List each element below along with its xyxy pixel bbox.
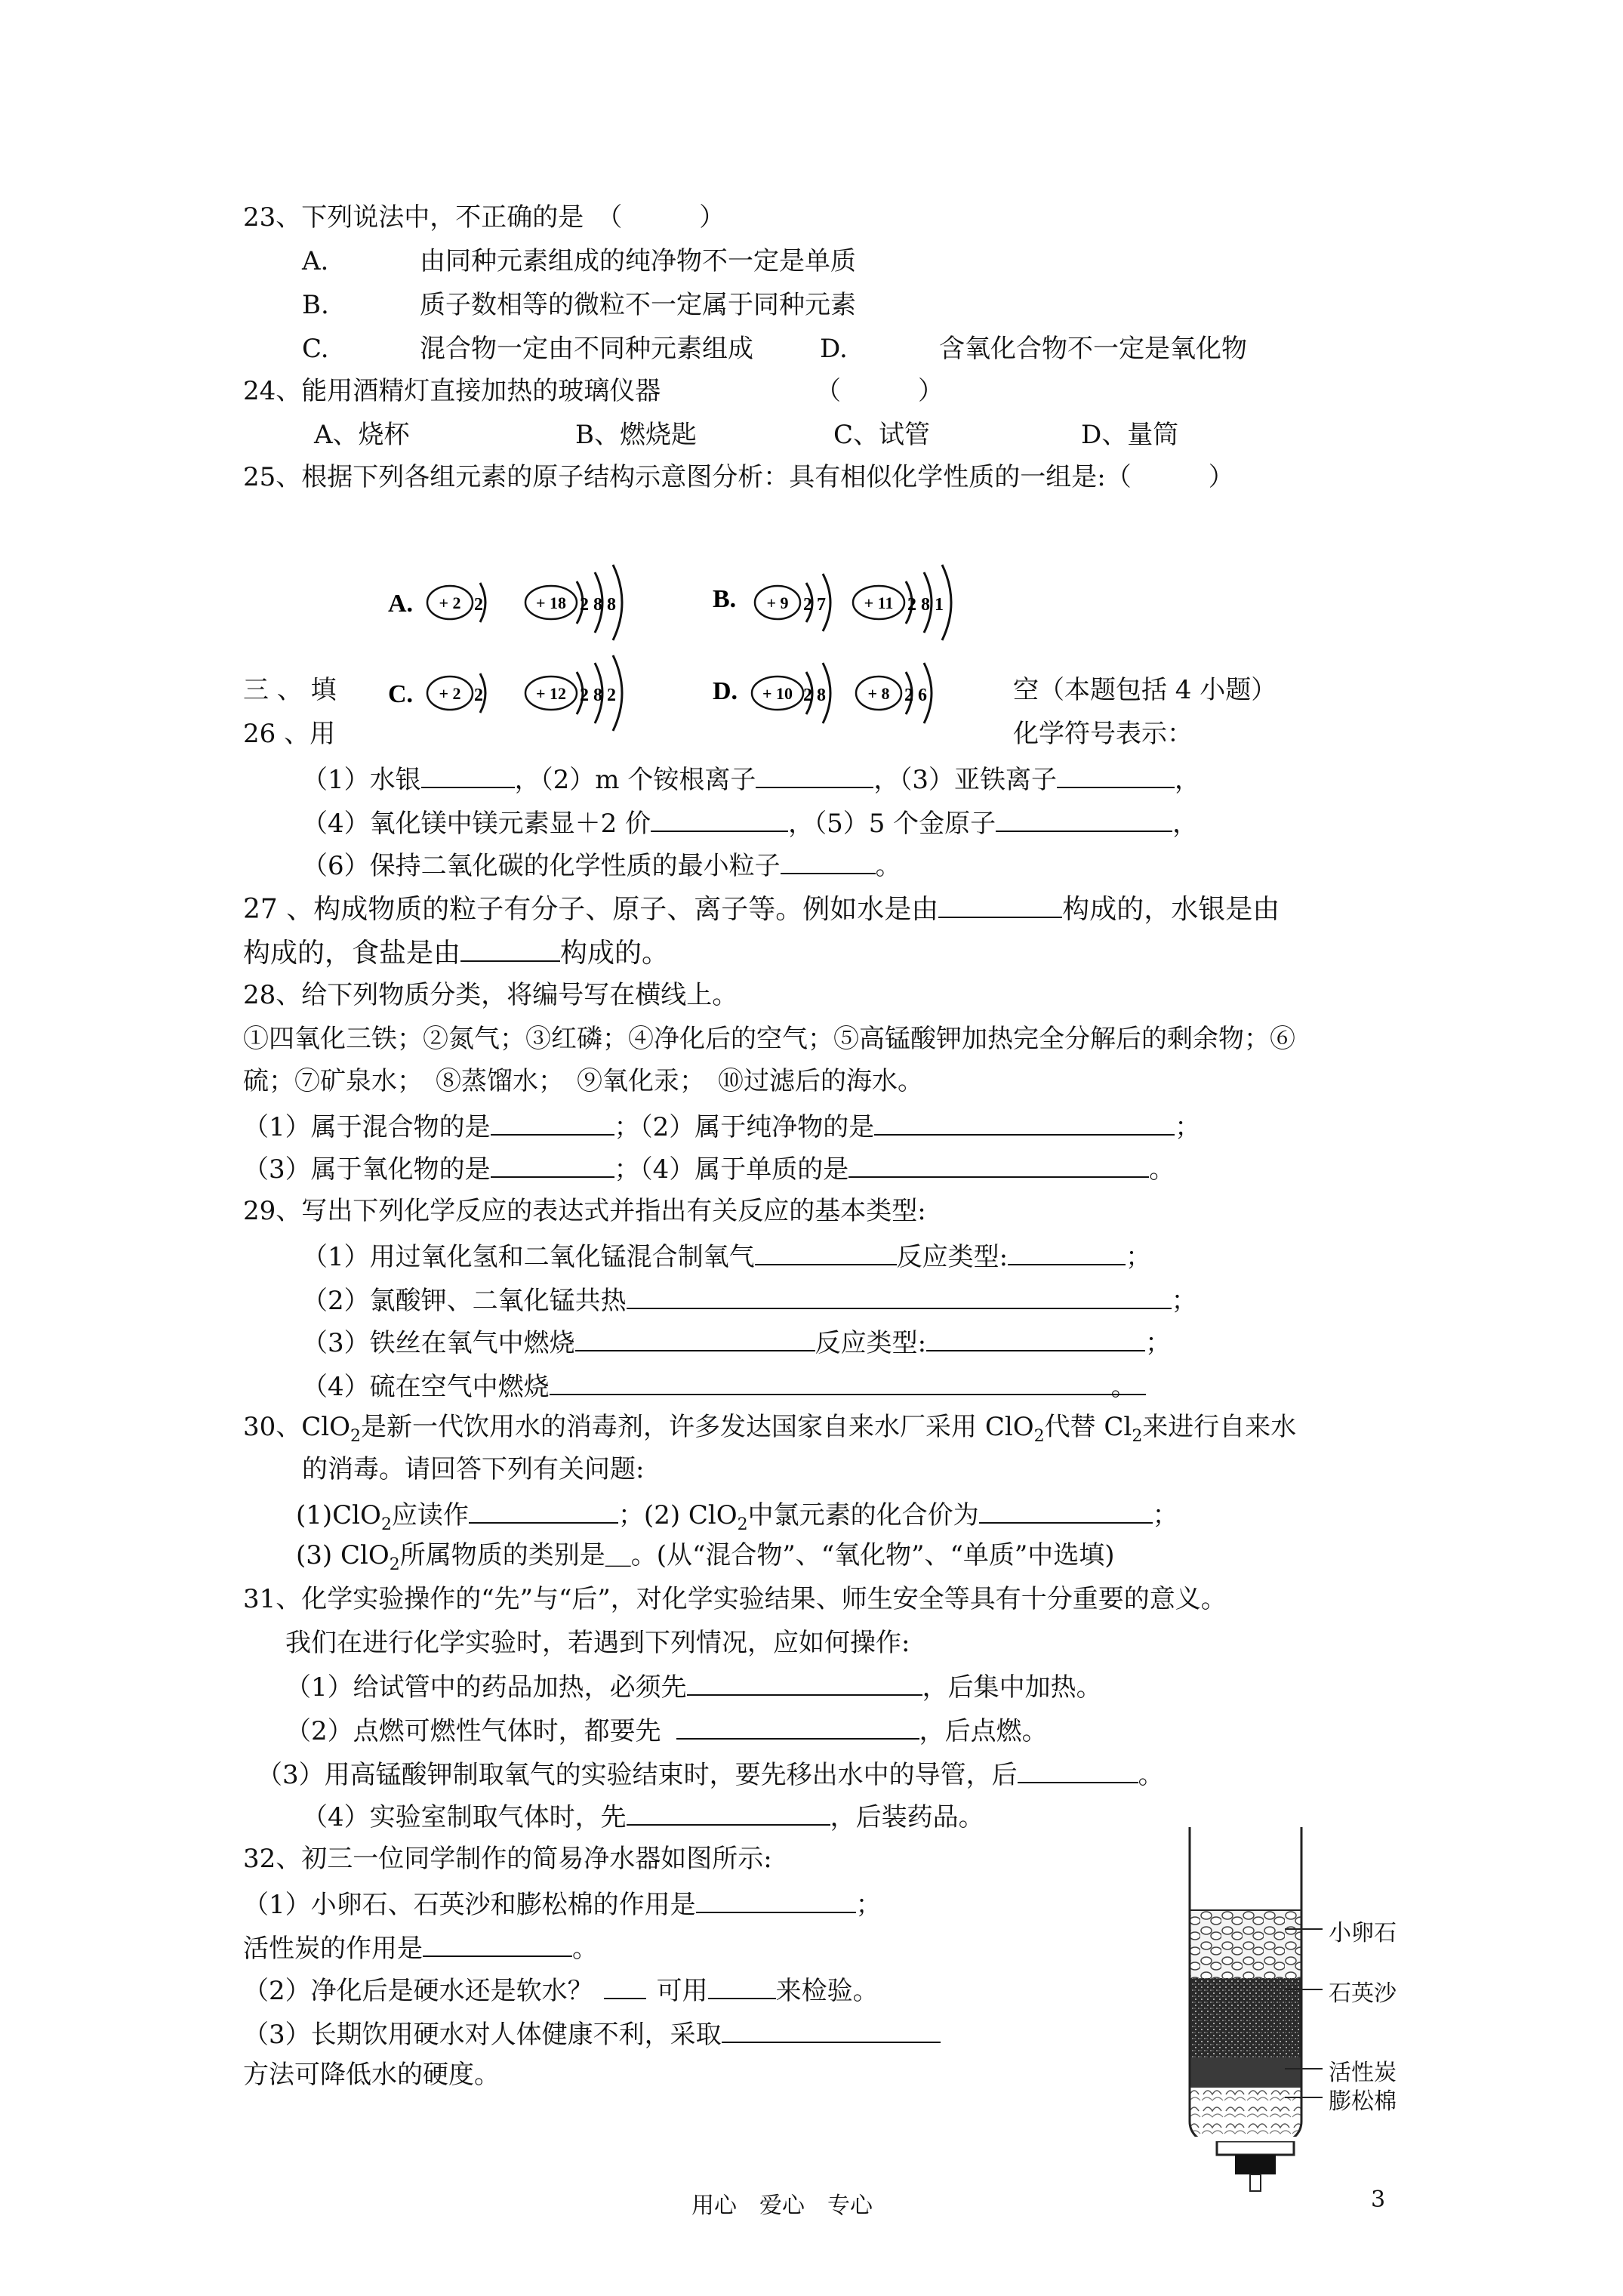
q32-line4: （3）长期饮用硬水对人体健康不利，采取 xyxy=(243,2014,941,2053)
q31-line6: （4）实验室制取气体时，先 ，后装药品。 xyxy=(302,1797,984,1835)
answer-blank[interactable] xyxy=(722,2014,941,2043)
water-purifier-figure xyxy=(1179,1820,1323,2137)
section3-heading-left: 三 、 填 xyxy=(243,675,337,705)
answer-blank[interactable] xyxy=(687,1667,922,1696)
group-b-atom1-shells: 2 7 xyxy=(803,595,826,615)
q24-option-a: A、烧杯 xyxy=(314,420,410,450)
group-d-atom2-shells: 2 6 xyxy=(904,686,927,705)
answer-blank[interactable] xyxy=(848,1149,1149,1178)
q31-line3: （1）给试管中的药品加热，必须先 ，后集中加热。 xyxy=(285,1667,1102,1706)
q28-row2: （3）属于氧化物的是 ；（4）属于单质的是 。 xyxy=(243,1149,1175,1188)
group-a-atom1-shells: 2 xyxy=(474,595,483,615)
q32-line2: 活性炭的作用是 。 xyxy=(243,1928,598,1967)
q30-line2: 的消毒。请回答下列有关问题: xyxy=(302,1454,645,1484)
purifier-outlet xyxy=(1212,2141,1303,2194)
figure-label-cotton: 膨松棉 xyxy=(1329,2088,1397,2115)
answer-blank[interactable] xyxy=(708,1971,776,1999)
answer-blank[interactable] xyxy=(627,1797,830,1826)
group-b-label: B. xyxy=(713,585,737,613)
q28-row1: （1）属于混合物的是 ；（2）属于纯净物的是 ； xyxy=(243,1107,1200,1145)
q23-option-a: 由同种元素组成的纯净物不一定是单质 xyxy=(420,246,856,276)
answer-blank[interactable] xyxy=(423,1928,572,1957)
q30-line3: (1)ClO$_2$应读作 ；(2) ClO$_2$中氯元素的化合价为 ； xyxy=(296,1495,1178,1543)
q30-line1: 30、ClO$_2$是新一代饮用水的消毒剂，许多发达国家自来水厂采用 ClO$_2$代替 $Cl_2$来进行自来水 xyxy=(243,1412,1297,1446)
group-a-atom2-nucleus: + 18 xyxy=(535,593,567,612)
answer-blank[interactable] xyxy=(1057,760,1175,788)
footer-motto: 用心 爱心 专心 xyxy=(691,2193,873,2219)
answer-blank[interactable] xyxy=(938,889,1062,918)
group-c-atom2-shells: 2 8 2 xyxy=(580,686,616,705)
q29-line1: （1）用过氧化氢和二氧化锰混合制氧气 反应类型: ； xyxy=(302,1237,1151,1275)
q32-stem: 32、初三一位同学制作的简易净水器如图所示: xyxy=(243,1844,772,1874)
group-d-atom2-nucleus: + 8 xyxy=(867,684,890,703)
answer-blank[interactable] xyxy=(1018,1755,1138,1783)
purifier-bottle xyxy=(1190,1827,1301,2137)
group-c-atom1-shells: 2 xyxy=(474,686,483,705)
answer-blank[interactable] xyxy=(781,846,876,874)
answer-blank[interactable] xyxy=(550,1367,1146,1395)
group-d-label: D. xyxy=(713,677,738,705)
answer-blank[interactable] xyxy=(469,1495,618,1524)
answer-blank[interactable] xyxy=(756,760,873,788)
q26-line3: （6）保持二氧化碳的化学性质的最小粒子 。 xyxy=(302,846,901,884)
answer-blank[interactable] xyxy=(421,760,515,788)
atomic-structure-diagrams xyxy=(377,551,1027,732)
answer-blank[interactable] xyxy=(676,1711,919,1740)
answer-blank[interactable] xyxy=(575,1323,815,1351)
q28-stem: 28、给下列物质分类，将编号写在横线上。 xyxy=(243,980,738,1010)
q24-stem: 24、能用酒精灯直接加热的玻璃仪器 xyxy=(243,376,661,406)
q27-line1: 27 、构成物质的粒子有分子、原子、离子等。例如水是由 构成的，水银是由 xyxy=(243,889,1280,928)
answer-blank[interactable] xyxy=(460,933,560,962)
answer-blank[interactable] xyxy=(996,803,1172,832)
q24-option-d: D、量筒 xyxy=(1081,420,1179,450)
q28-items-line1: ①四氧化三铁；②氮气；③红磷；④净化后的空气；⑤高锰酸钾加热完全分解后的剩余物；⑥ xyxy=(243,1024,1295,1054)
answer-blank[interactable] xyxy=(651,803,788,832)
answer-blank[interactable] xyxy=(491,1149,614,1178)
q24-option-c: C、试管 xyxy=(833,420,931,450)
group-b-atom2-shells: 2 8 1 xyxy=(907,595,944,615)
q24-option-b: B、燃烧匙 xyxy=(575,420,697,450)
answer-blank[interactable] xyxy=(491,1107,614,1136)
q23-option-a-letter: A. xyxy=(302,246,329,276)
q23-option-c-letter: C. xyxy=(302,334,329,364)
q26-line1: （1）水银 ，（2）m 个铵根离子 ，（3）亚铁离子 ， xyxy=(302,760,1200,798)
answer-blank[interactable] xyxy=(604,1971,646,1999)
q26-stem-right: 化学符号表示： xyxy=(1013,719,1193,749)
q26-line2: （4）氧化镁中镁元素显＋2 价 ，（5）5 个金原子 ， xyxy=(302,803,1198,842)
answer-blank[interactable] xyxy=(979,1495,1153,1524)
q28-items-line2: 硫；⑦矿泉水； ⑧蒸馏水； ⑨氧化汞； ⑩过滤后的海水。 xyxy=(243,1066,923,1096)
q31-line5: （3）用高锰酸钾制取氧气的实验结束时，要先移出水中的导管，后 。 xyxy=(257,1755,1164,1793)
group-a-atom1-nucleus: + 2 xyxy=(439,593,461,612)
q32-line5: 方法可降低水的硬度。 xyxy=(243,2060,500,2090)
q24-answer-paren: （ ） xyxy=(815,376,944,406)
q23-option-c: 混合物一定由不同种元素组成 xyxy=(420,334,753,364)
answer-blank[interactable] xyxy=(874,1107,1175,1136)
page-number: 3 xyxy=(1371,2187,1386,2213)
group-d-atom1-shells: 2 8 xyxy=(803,686,826,705)
group-b-atom2-nucleus: + 11 xyxy=(864,593,894,612)
answer-blank[interactable] xyxy=(755,1237,897,1265)
answer-blank[interactable] xyxy=(926,1323,1145,1351)
group-d-atom1-nucleus: + 10 xyxy=(762,684,793,703)
group-c-atom1-nucleus: + 2 xyxy=(439,684,461,703)
figure-label-pebbles: 小卵石 xyxy=(1329,1920,1397,1946)
q29-stem: 29、写出下列化学反应的表达式并指出有关反应的基本类型: xyxy=(243,1196,926,1226)
q29-line4: （4）硫在空气中燃烧 。 xyxy=(302,1367,1137,1405)
answer-blank[interactable] xyxy=(696,1885,856,1913)
q25-stem: 25、根据下列各组元素的原子结构示意图分析：具有相似化学性质的一组是:（ ） xyxy=(243,462,1234,492)
q32-line3: （2）净化后是硬水还是软水？ 可用 来检验。 xyxy=(243,1971,879,2009)
group-a-label: A. xyxy=(388,590,414,618)
q26-stem-left: 26 、用 xyxy=(243,719,336,749)
group-c-label: C. xyxy=(388,680,414,708)
q32-line1: （1）小卵石、石英沙和膨松棉的作用是 ； xyxy=(243,1885,882,1923)
q23-option-d: 含氧化合物不一定是氧化物 xyxy=(939,334,1247,364)
section3-heading-right: 空（本题包括 4 小题） xyxy=(1013,675,1277,705)
q29-line2: （2）氯酸钾、二氧化锰共热 ； xyxy=(302,1281,1197,1319)
answer-blank[interactable] xyxy=(627,1281,1172,1309)
figure-label-quartz-sand: 石英沙 xyxy=(1329,1980,1397,2007)
q23-option-d-letter: D. xyxy=(820,334,848,364)
q30-line4: (3) ClO$_2$所属物质的类别是＿。(从“混合物”、“氧化物”、“单质”中选填) xyxy=(296,1540,1115,1574)
q23-option-b: 质子数相等的微粒不一定属于同种元素 xyxy=(420,290,856,320)
q23-stem: 23、下列说法中，不正确的是 （ ） xyxy=(243,202,725,233)
answer-blank[interactable] xyxy=(1008,1237,1126,1265)
q31-line2: 我们在进行化学实验时，若遇到下列情况，应如何操作: xyxy=(285,1628,910,1658)
q27-line2: 构成的，食盐是由 构成的。 xyxy=(243,933,669,972)
group-c-atom2-nucleus: + 12 xyxy=(535,684,567,703)
q23-option-b-letter: B. xyxy=(302,290,329,320)
q29-line3: （3）铁丝在氧气中燃烧 反应类型: ； xyxy=(302,1323,1171,1361)
q31-line4: （2）点燃可燃性气体时，都要先 ，后点燃。 xyxy=(285,1711,1048,1749)
figure-label-activated-carbon: 活性炭 xyxy=(1329,2060,1397,2086)
group-a-atom2-shells: 2 8 8 xyxy=(580,595,616,615)
group-b-atom1-nucleus: + 9 xyxy=(766,593,789,612)
q31-stem: 31、化学实验操作的“先”与“后”，对化学实验结果、师生安全等具有十分重要的意义。 xyxy=(243,1584,1227,1614)
